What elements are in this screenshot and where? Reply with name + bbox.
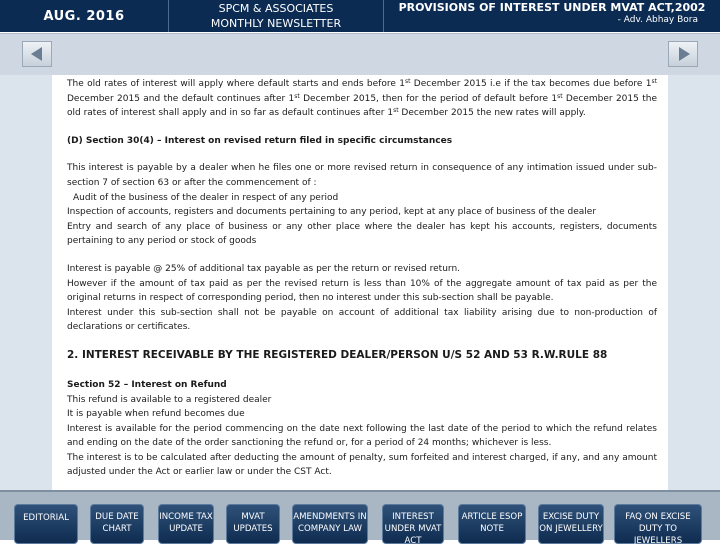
due-date-chart-button[interactable]: DUE DATE CHART xyxy=(90,504,144,544)
list-item: Interest is available for the period commencing on the date next following the last date of the period to which the refund relates and ending on the date of the order sanctioning the refund or, for a period of 24 months; whichever is less. xyxy=(67,423,657,449)
list-item: Interest under this sub-section shall not be payable on account of additional tax liability arising due to non-production of declarations or certificates. xyxy=(67,307,657,333)
section-30-4-heading: (D) Section 30(4) – Interest on revised return filed in specific circumstances xyxy=(67,135,453,146)
list-item: Entry and search of any place of business or any other place where the dealer has kept his accounts, registers, documents pertaining to any period or stock of goods xyxy=(67,221,657,247)
next-page-button[interactable] xyxy=(668,41,698,67)
income-tax-update-button[interactable]: INCOME TAX UPDATE xyxy=(158,504,214,544)
amendments-company-law-button[interactable]: AMENDMENTS IN COMPANY LAW xyxy=(292,504,368,544)
left-margin-band xyxy=(0,75,52,490)
article-esop-note-button[interactable]: ARTICLE ESOP NOTE xyxy=(458,504,526,544)
triangle-left-icon xyxy=(31,47,42,61)
list-item: It is payable when refund becomes due xyxy=(67,409,245,420)
section-52-heading: Section 52 – Interest on Refund xyxy=(67,379,227,390)
paragraph-old-rates: The old rates of interest will apply where default starts and ends before 1st December 2015 i.e if the tax becomes due before 1st December 2015 and the default continues after 1st December 2015, then for the period of default before 1st December 2015 the old rates of interest shall apply and in so far as default continues after 1st December 2015 the new rates will apply. xyxy=(67,78,658,119)
footer-nav xyxy=(0,490,720,546)
paragraph-revised-return: This interest is payable by a dealer when he files one or more revised return in consequence of any intimation issued under sub-section 7 of section 63 or after the commencement of : xyxy=(67,163,657,188)
faq-excise-duty-button[interactable]: FAQ ON EXCISE DUTY TO JEWELLERS xyxy=(614,504,702,544)
mvat-updates-button[interactable]: MVAT UPDATES xyxy=(226,504,280,544)
list-item: Audit of the business of the dealer in respect of any period xyxy=(73,192,339,203)
list-item: The interest is to be calculated after deducting the amount of penalty, sum forfeited and interest charged, if any, and any amount adjusted under the Act or earlier law or under the CST Act. xyxy=(67,452,657,478)
list-item: Inspection of accounts, registers and documents pertaining to any period, kept at any place of business of the dealer xyxy=(67,207,597,218)
list-item: However if the amount of tax paid as per the revised return is less than 10% of the aggregate amount of tax paid as per the original returns in respect of corresponding period, then no interest under this sub-section shall be payable. xyxy=(67,278,657,304)
interest-mvat-act-button[interactable]: INTEREST UNDER MVAT ACT xyxy=(382,504,444,544)
right-margin-band xyxy=(668,75,720,490)
section-2-heading: 2. INTEREST RECEIVABLE BY THE REGISTERED DEALER/PERSON U/S 52 AND 53 R.W.RULE 88 xyxy=(67,348,608,361)
newsletter-name: MONTHLY NEWSLETTER xyxy=(210,17,342,30)
issue-date: AUG. 2016 xyxy=(43,8,125,24)
list-item: This refund is available to a registered dealer xyxy=(67,394,272,405)
editorial-button[interactable]: EDITORIAL xyxy=(14,504,78,544)
nav-strip xyxy=(0,33,720,75)
triangle-right-icon xyxy=(679,47,690,61)
firm-name: SPCM & ASSOCIATES xyxy=(218,2,334,15)
prev-page-button[interactable] xyxy=(22,41,52,67)
topic-title: PROVISIONS OF INTEREST UNDER MVAT ACT,2002 xyxy=(398,1,706,14)
firm-title xyxy=(168,0,384,32)
topic-block xyxy=(384,0,720,32)
list-item: Interest is payable @ 25% of additional tax payable as per the return or revised return. xyxy=(67,263,461,274)
header-bar xyxy=(0,0,720,32)
article-content xyxy=(52,75,668,490)
author-name: - Adv. Abhay Bora xyxy=(617,15,698,25)
excise-duty-jewellery-button[interactable]: EXCISE DUTY ON JEWELLERY xyxy=(538,504,604,544)
